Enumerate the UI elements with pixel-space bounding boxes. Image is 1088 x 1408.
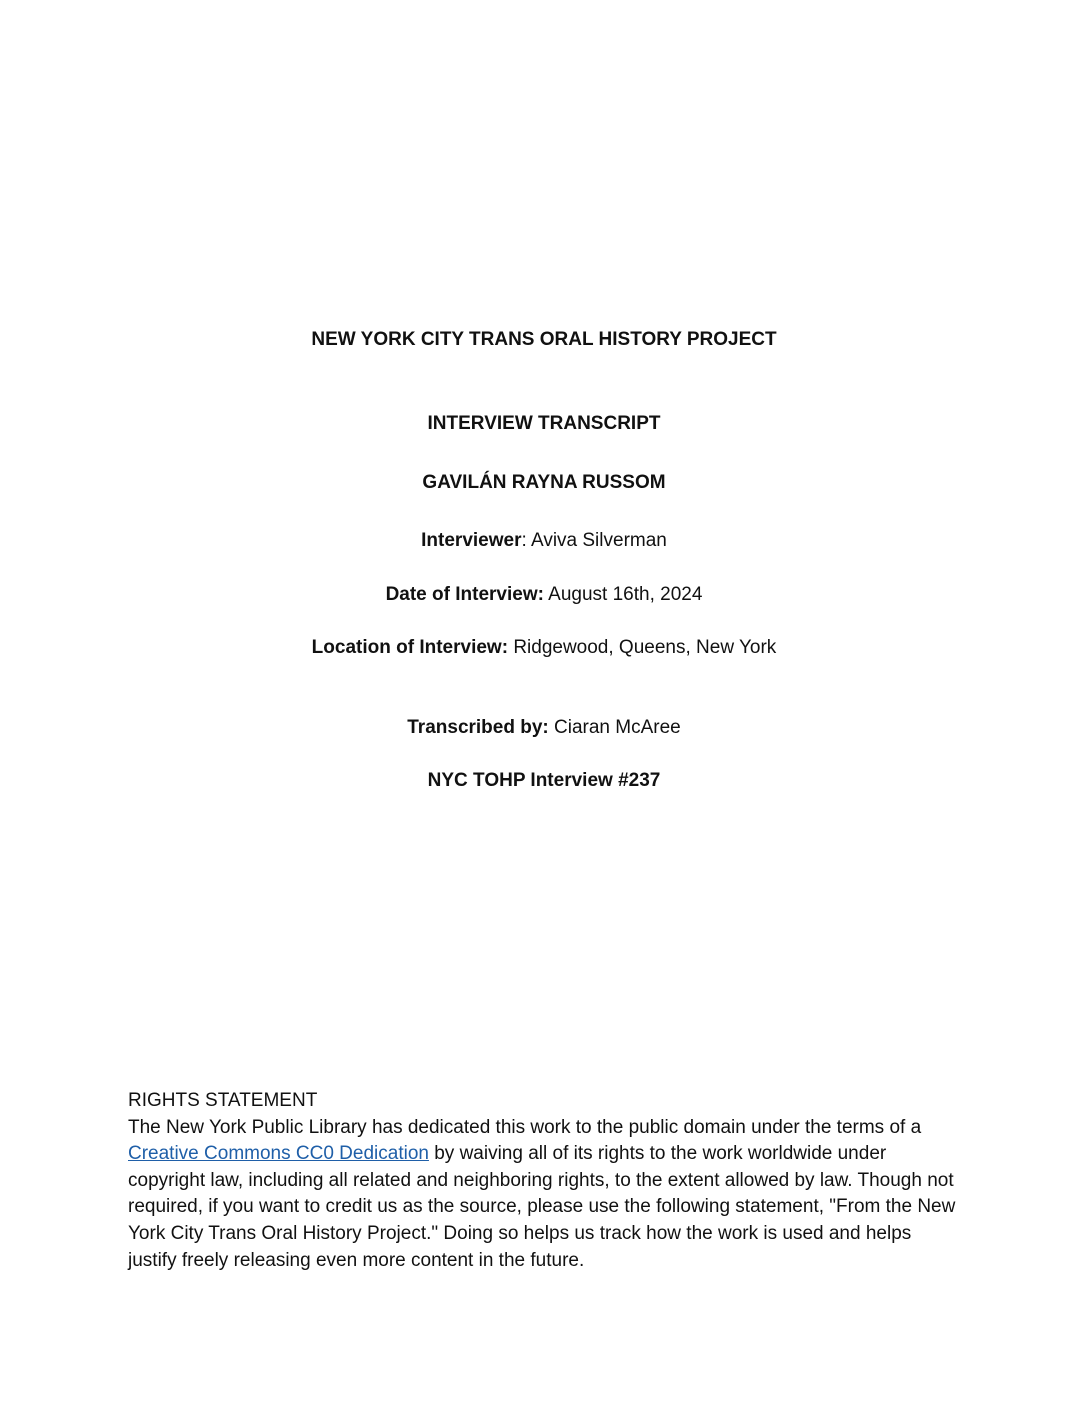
interview-location-line (0, 636, 1088, 660)
cc0-dedication-link[interactable]: Creative Commons CC0 Dedication (128, 1143, 429, 1165)
rights-body (128, 1115, 958, 1275)
rights-text-before-link: The New York Public Library has dedicated this work to the public domain under the terms of a (128, 1116, 922, 1138)
transcriber-line (0, 716, 1088, 740)
interviewer-label: Interviewer (421, 530, 522, 551)
rights-text-after-link: by waiving all of its rights to the work worldwide under copyright law, including all related and neighboring rights, to the extent allowed by law. Though not required, if you want to credit us as the source, please use the following statement, "From the New York City Trans Oral History Project." Doing so helps us track how the work is used and helps justify freely releasing even more content in the future. (128, 1143, 956, 1271)
interview-date-label: Date of Interview: (385, 584, 544, 605)
project-title: NEW YORK CITY TRANS ORAL HISTORY PROJECT (311, 329, 777, 350)
interviewer-value: Aviva Silverman (530, 530, 667, 551)
interview-location-label: Location of Interview: (311, 637, 509, 658)
document-type-heading: INTERVIEW TRANSCRIPT (427, 413, 661, 434)
interview-date-value: August 16th, 2024 (548, 584, 703, 605)
subject-name-heading: GAVILÁN RAYNA RUSSOM (422, 472, 666, 493)
rights-heading: RIGHTS STATEMENT (128, 1090, 318, 1111)
interview-date-line (0, 583, 1088, 607)
transcriber-value: Ciaran McAree (554, 717, 681, 738)
rights-statement (128, 1088, 958, 1274)
interviewer-line (0, 529, 1088, 553)
interview-number: NYC TOHP Interview #237 (427, 770, 661, 791)
transcriber-label: Transcribed by: (407, 717, 549, 738)
interview-location-value: Ridgewood, Queens, New York (513, 637, 777, 658)
interviewer-separator: : (521, 530, 531, 551)
